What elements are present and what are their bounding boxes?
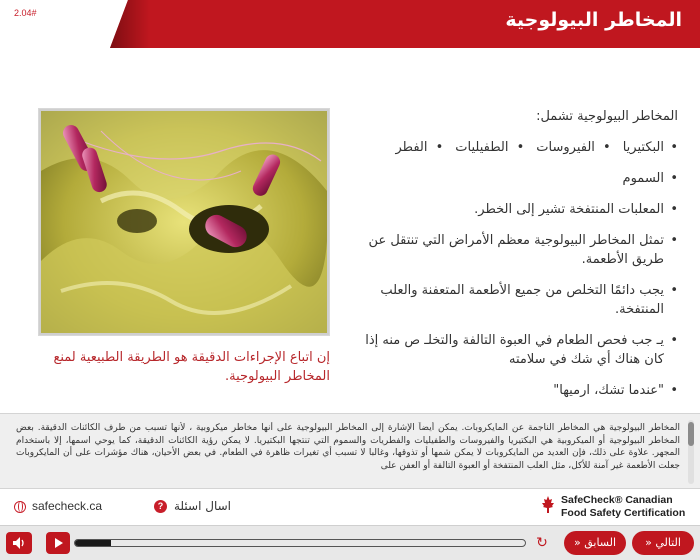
content-panel [356, 108, 678, 412]
ask-question-link[interactable]: اسال اسئلة [174, 499, 231, 513]
volume-button[interactable] [6, 532, 32, 554]
hazard-parasites: الطفيليات [455, 140, 509, 155]
replay-icon[interactable]: ↻ [536, 535, 548, 551]
question-icon[interactable]: ? [154, 500, 167, 513]
previous-label: السابق [584, 536, 617, 549]
website-link[interactable]: safecheck.ca [32, 499, 103, 513]
globe-icon [14, 501, 26, 513]
bullet-discard: • يجب دائمًا التخلص من جميع الأطعمة المتعفنة والعلب المنتفخة. [356, 281, 678, 319]
transcript-box[interactable] [0, 413, 700, 489]
hazard-viruses: الفيروسات [536, 140, 595, 155]
previous-arrow-icon: « [573, 536, 581, 549]
image-caption: إن اتباع الإجراءات الدقيقة هو الطريقة الطبيعية لمنع المخاطر البيولوجية. [53, 350, 330, 384]
next-label: التالي [655, 536, 681, 549]
bullet-toxins: • السموم [356, 169, 678, 188]
bullet-dot: • [516, 140, 525, 155]
progress-fill [75, 540, 111, 546]
page-title: المخاطر البيولوجية [505, 9, 682, 31]
logo-line-2: Food Safety Certification [561, 507, 686, 519]
bacteria-image [38, 108, 330, 336]
transcript-text: المخاطر البيولوجية هي المخاطر الناجمة عن المايكروبات. يمكن أيضاً الإشارة إلى المخاطر البيولوجية على أنها مخاطر ميكروبية ، لأنها تسبب من طرف الكائنات الدقيقة. بعض المخاطر البيولوجية أو الميكروبية هي البكتيريا والفيروسات والطفيليات والفطريات والسموم التي تنتجها البكتيريا. لا يمكن رؤية الكائنات الدقيقة، كما يوحي اسمها، إلا باستخدام المجهر. علاوة على ذلك، فإن العديد من المايكروبات لا يمكن شمها أو تذوقها، وغالبا لا تسبب أي تغيرات ظاهرة في الطعام. في بعض الأحيان، هناك مؤشرات على أن المايكروبات جعلت الأطعمة غير آمنة للأكل، مثل العلب المنتفخة أو العبوة التالفة أو العفن على [16, 423, 680, 471]
slide-header [0, 0, 700, 52]
bullet-hazard-types [356, 138, 678, 157]
bullet-dot: • [603, 140, 611, 155]
bullet-inspect: • يـ جب فحص الطعام في العبوة التالفة والتخلـ ص منه إذا كان هناك أي شك في سلامته [356, 331, 678, 369]
next-button[interactable] [632, 531, 694, 555]
bullet-dot: • [435, 140, 444, 155]
player-controls [0, 525, 700, 560]
play-button[interactable] [46, 532, 70, 554]
hazard-fungi: الفطر [395, 140, 428, 155]
slide-number: 2.04# [14, 8, 37, 18]
maple-leaf-icon [541, 494, 555, 516]
progress-bar[interactable] [74, 539, 526, 547]
safecheck-logo [561, 494, 685, 520]
transcript-scrollbar-thumb[interactable] [688, 422, 694, 446]
hazard-bacteria: البكتيريا [622, 140, 664, 155]
bullet-foodborne: • تمثل المخاطر البيولوجية معظم الأمراض التي تنتقل عن طريق الأطعمة. [356, 231, 678, 269]
play-icon [46, 532, 70, 554]
bullet-when-in-doubt: • "عندما تشك، ارميها" [356, 381, 678, 400]
next-arrow-icon: « [645, 536, 652, 549]
logo-line-1: SafeCheck® Canadian [561, 494, 673, 506]
speaker-icon [6, 532, 32, 554]
footer [0, 489, 700, 525]
bacteria-micrograph-icon [41, 111, 327, 333]
intro-text: المخاطر البيولوجية تشمل: [536, 109, 678, 124]
bullet-swollen-cans: • المعلبات المنتفخة تشير إلى الخطر. [356, 200, 678, 219]
previous-button[interactable] [564, 531, 626, 555]
